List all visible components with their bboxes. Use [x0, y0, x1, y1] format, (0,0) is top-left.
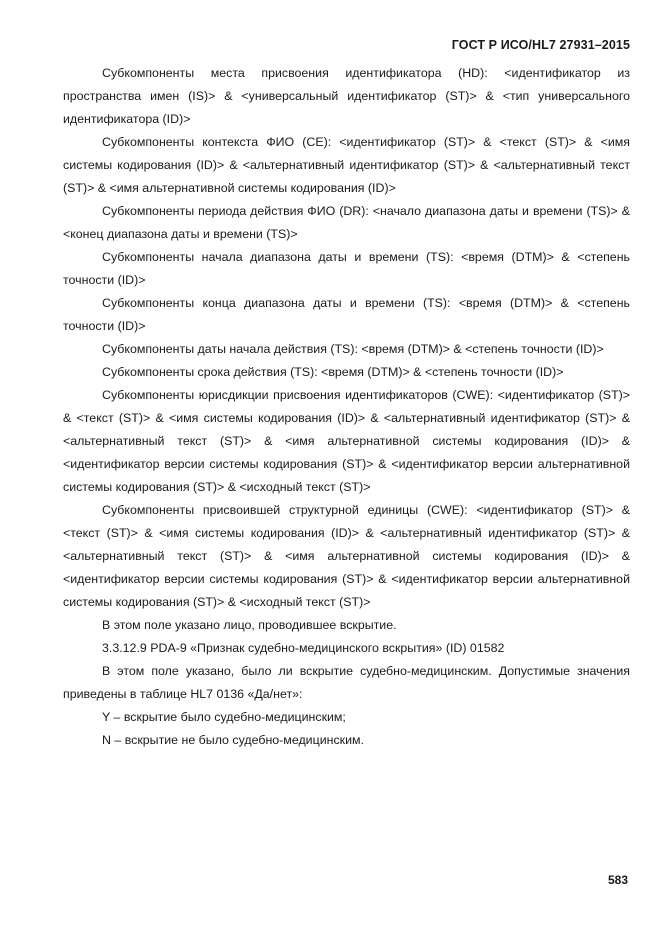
- paragraph-jurisdiction-subcomponents: Субкомпоненты юрисдикции присвоения идентификаторов (CWE): <идентификатор (ST)> & <текст (ST)> & <имя системы кодирования (ID)> & <альтернативный идентификатор (ST)> & <альтернативный текст (ST)> & <имя альтернативной системы кодирования (ID)> & <идентификатор версии системы кодирования (ST)> & <идентификатор версии альтернативной системы кодирования (ST)> & <исходный текст (ST)>: [63, 388, 630, 494]
- paragraph-assigning-unit-subcomponents: Субкомпоненты присвоившей структурной единицы (CWE): <идентификатор (ST)> & <текст (ST)> & <имя системы кодирования (ID)> & <альтернативный идентификатор (ST)> & <альтернативный текст (ST)> & <имя альтернативной системы кодирования (ID)> & <идентификатор версии системы кодирования (ST)> & <идентификатор версии альтернативной системы кодирования (ST)> & <исходный текст (ST)>: [63, 503, 630, 609]
- paragraph-effective-date-subcomponents: Субкомпоненты даты начала действия (TS): <время (DTM)> & <степень точности (ID)>: [102, 342, 604, 356]
- list-item-value-n: N – вскрытие не было судебно-медицинским.: [102, 733, 364, 747]
- paragraph-name-validity-range-subcomponents: Субкомпоненты периода действия ФИО (DR): <начало диапазона даты и времени (TS)> & <конец диапазона даты и времени (TS)>: [63, 204, 630, 241]
- paragraph-range-start-subcomponents: Субкомпоненты начала диапазона даты и времени (TS): <время (DTM)> & <степень точности (ID)>: [63, 250, 630, 287]
- paragraph-pda-9-description: В этом поле указано, было ли вскрытие судебно-медицинским. Допустимые значения приведены в таблице HL7 0136 «Да/нет»:: [63, 664, 630, 701]
- section-heading-pda-9: 3.3.12.9 PDA-9 «Признак судебно-медицинского вскрытия» (ID) 01582: [102, 641, 505, 655]
- paragraph-name-context-subcomponents: Субкомпоненты контекста ФИО (CE): <идентификатор (ST)> & <текст (ST)> & <имя системы кодирования (ID)> & <альтернативный идентификатор (ST)> & <альтернативный текст (ST)> & <имя альтернативной системы кодирования (ID)>: [63, 135, 630, 195]
- paragraph-hd-subcomponents: Субкомпоненты места присвоения идентификатора (HD): <идентификатор из пространства имен (IS)> & <универсальный идентификатор (ST)> & <тип универсального идентификатора (ID)>: [63, 66, 630, 126]
- paragraph-expiration-date-subcomponents: Субкомпоненты срока действия (TS): <время (DTM)> & <степень точности (ID)>: [102, 365, 564, 379]
- document-header: ГОСТ Р ИСО/HL7 27931–2015: [451, 38, 630, 52]
- page-number: 583: [607, 873, 628, 887]
- document-body: [63, 62, 630, 752]
- list-item-value-y: Y – вскрытие было судебно-медицинским;: [102, 710, 346, 724]
- paragraph-field-description: В этом поле указано лицо, проводившее вскрытие.: [102, 618, 397, 632]
- paragraph-range-end-subcomponents: Субкомпоненты конца диапазона даты и времени (TS): <время (DTM)> & <степень точности (ID)>: [63, 296, 630, 333]
